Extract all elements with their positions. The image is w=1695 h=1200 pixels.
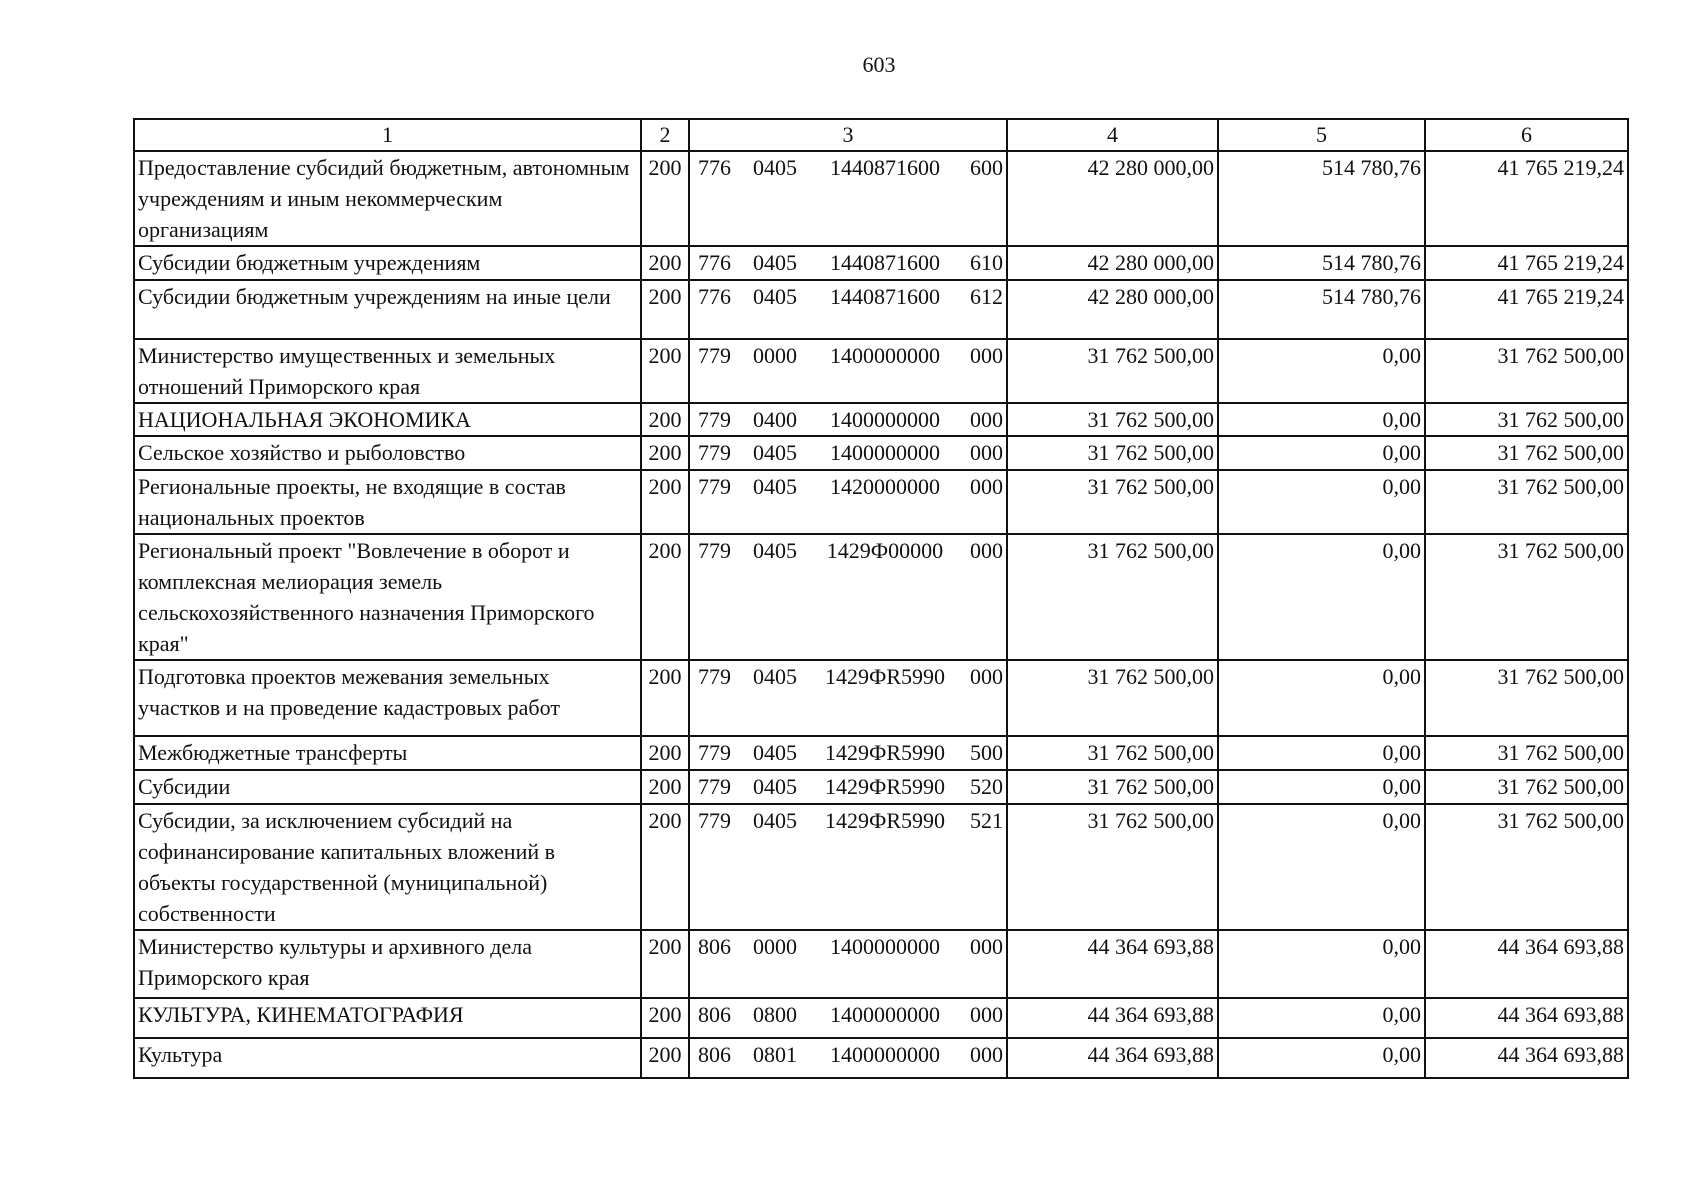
expense-type-code: 000 <box>970 1042 1003 1067</box>
row-executed-cell: 0,00 <box>1218 403 1425 436</box>
row-executed-cell: 0,00 <box>1218 470 1425 534</box>
expense-type-code: 500 <box>970 740 1003 765</box>
target-item-code: 1440871600 <box>830 284 940 309</box>
row-code-cell: 200 <box>641 246 689 280</box>
target-item-code: 1429ФR5990 <box>824 808 946 833</box>
section-code: 0405 <box>753 155 797 180</box>
row-amount-cell: 44 364 693,88 <box>1007 930 1218 998</box>
row-remainder-cell: 31 762 500,00 <box>1425 770 1628 804</box>
department-code: 779 <box>698 538 731 563</box>
row-code-cell: 200 <box>641 280 689 339</box>
target-item-code: 1400000000 <box>830 1002 940 1027</box>
section-code: 0405 <box>753 538 797 563</box>
table-row <box>134 403 1628 436</box>
row-code-cell: 200 <box>641 151 689 246</box>
row-name-cell: Подготовка проектов межевания земельных участков и на проведение кадастровых работ <box>134 660 641 736</box>
classification-codes <box>693 805 1003 836</box>
row-name-cell: Сельское хозяйство и рыболовство <box>134 436 641 470</box>
table-row <box>134 339 1628 403</box>
department-code: 779 <box>698 774 731 799</box>
row-remainder-cell: 41 765 219,24 <box>1425 246 1628 280</box>
row-executed-cell: 514 780,76 <box>1218 280 1425 339</box>
row-executed-cell: 0,00 <box>1218 930 1425 998</box>
table-row <box>134 998 1628 1038</box>
row-executed-cell: 0,00 <box>1218 770 1425 804</box>
row-executed-cell: 0,00 <box>1218 660 1425 736</box>
row-classification-cell <box>689 804 1007 930</box>
row-code-cell: 200 <box>641 804 689 930</box>
row-classification-cell <box>689 403 1007 436</box>
header-cell-3: 3 <box>689 119 1007 151</box>
table-row <box>134 151 1628 246</box>
section-code: 0801 <box>753 1042 797 1067</box>
table-row <box>134 660 1628 736</box>
row-code-cell: 200 <box>641 770 689 804</box>
row-remainder-cell: 31 762 500,00 <box>1425 470 1628 534</box>
row-code-cell: 200 <box>641 403 689 436</box>
row-name-cell: Министерство культуры и архивного дела Приморского края <box>134 930 641 998</box>
table-row <box>134 534 1628 660</box>
row-executed-cell: 0,00 <box>1218 998 1425 1038</box>
row-amount-cell: 31 762 500,00 <box>1007 660 1218 736</box>
row-name-cell: Культура <box>134 1038 641 1078</box>
section-code: 0405 <box>753 774 797 799</box>
row-remainder-cell: 44 364 693,88 <box>1425 1038 1628 1078</box>
expense-type-code: 520 <box>970 774 1003 799</box>
row-remainder-cell: 41 765 219,24 <box>1425 280 1628 339</box>
row-classification-cell <box>689 1038 1007 1078</box>
budget-table <box>133 118 1629 1079</box>
classification-codes <box>693 404 1003 435</box>
classification-codes <box>693 999 1003 1030</box>
header-cell-2: 2 <box>641 119 689 151</box>
row-name-cell: Министерство имущественных и земельных отношений Приморского края <box>134 339 641 403</box>
table-row <box>134 770 1628 804</box>
target-item-code: 1429ФR5990 <box>824 664 946 689</box>
table-row <box>134 930 1628 998</box>
header-row <box>134 119 1628 151</box>
row-amount-cell: 31 762 500,00 <box>1007 339 1218 403</box>
row-amount-cell: 31 762 500,00 <box>1007 436 1218 470</box>
row-classification-cell <box>689 280 1007 339</box>
row-executed-cell: 0,00 <box>1218 436 1425 470</box>
row-name-cell: Межбюджетные трансферты <box>134 736 641 770</box>
department-code: 779 <box>698 474 731 499</box>
target-item-code: 1440871600 <box>830 155 940 180</box>
row-code-cell: 200 <box>641 534 689 660</box>
target-item-code: 1400000000 <box>830 934 940 959</box>
target-item-code: 1440871600 <box>830 250 940 275</box>
row-remainder-cell: 31 762 500,00 <box>1425 436 1628 470</box>
row-amount-cell: 42 280 000,00 <box>1007 246 1218 280</box>
table-row <box>134 436 1628 470</box>
section-code: 0000 <box>753 934 797 959</box>
classification-codes <box>693 247 1003 278</box>
table-row <box>134 1038 1628 1078</box>
target-item-code: 1429ФR5990 <box>824 774 946 799</box>
row-remainder-cell: 31 762 500,00 <box>1425 736 1628 770</box>
row-classification-cell <box>689 339 1007 403</box>
classification-codes <box>693 737 1003 768</box>
expense-type-code: 610 <box>970 250 1003 275</box>
row-executed-cell: 514 780,76 <box>1218 246 1425 280</box>
classification-codes <box>693 152 1003 183</box>
row-executed-cell: 514 780,76 <box>1218 151 1425 246</box>
row-amount-cell: 42 280 000,00 <box>1007 151 1218 246</box>
section-code: 0405 <box>753 250 797 275</box>
row-name-cell: КУЛЬТУРА, КИНЕМАТОГРАФИЯ <box>134 998 641 1038</box>
department-code: 779 <box>698 808 731 833</box>
row-classification-cell <box>689 151 1007 246</box>
expense-type-code: 521 <box>970 808 1003 833</box>
expense-type-code: 000 <box>970 1002 1003 1027</box>
row-name-cell: Предоставление субсидий бюджетным, автономным учреждениям и иным некоммерческим организациям <box>134 151 641 246</box>
row-classification-cell <box>689 534 1007 660</box>
target-item-code: 1429ФR5990 <box>824 740 946 765</box>
classification-codes <box>693 340 1003 371</box>
row-remainder-cell: 44 364 693,88 <box>1425 998 1628 1038</box>
row-code-cell: 200 <box>641 736 689 770</box>
target-item-code: 1400000000 <box>830 440 940 465</box>
expense-type-code: 000 <box>970 407 1003 432</box>
row-name-cell: НАЦИОНАЛЬНАЯ ЭКОНОМИКА <box>134 403 641 436</box>
department-code: 776 <box>698 250 731 275</box>
row-name-cell: Субсидии бюджетным учреждениям <box>134 246 641 280</box>
row-classification-cell <box>689 998 1007 1038</box>
row-classification-cell <box>689 470 1007 534</box>
row-executed-cell: 0,00 <box>1218 804 1425 930</box>
row-amount-cell: 31 762 500,00 <box>1007 736 1218 770</box>
classification-codes <box>693 471 1003 502</box>
row-code-cell: 200 <box>641 436 689 470</box>
row-executed-cell: 0,00 <box>1218 534 1425 660</box>
section-code: 0405 <box>753 664 797 689</box>
section-code: 0405 <box>753 284 797 309</box>
target-item-code: 1429Ф00000 <box>826 538 944 563</box>
row-executed-cell: 0,00 <box>1218 1038 1425 1078</box>
expense-type-code: 000 <box>970 474 1003 499</box>
section-code: 0800 <box>753 1002 797 1027</box>
table-row <box>134 470 1628 534</box>
row-name-cell: Субсидии бюджетным учреждениям на иные цели <box>134 280 641 339</box>
row-name-cell: Региональные проекты, не входящие в состав национальных проектов <box>134 470 641 534</box>
row-remainder-cell: 31 762 500,00 <box>1425 804 1628 930</box>
expense-type-code: 612 <box>970 284 1003 309</box>
target-item-code: 1400000000 <box>830 1042 940 1067</box>
row-name-cell: Субсидии, за исключением субсидий на софинансирование капитальных вложений в объекты государственной (муниципальной) собственности <box>134 804 641 930</box>
target-item-code: 1400000000 <box>830 343 940 368</box>
row-remainder-cell: 31 762 500,00 <box>1425 339 1628 403</box>
row-code-cell: 200 <box>641 998 689 1038</box>
row-classification-cell <box>689 436 1007 470</box>
row-code-cell: 200 <box>641 470 689 534</box>
row-amount-cell: 31 762 500,00 <box>1007 470 1218 534</box>
classification-codes <box>693 535 1003 566</box>
department-code: 779 <box>698 440 731 465</box>
classification-codes <box>693 1039 1003 1070</box>
expense-type-code: 000 <box>970 538 1003 563</box>
header-cell-4: 4 <box>1007 119 1218 151</box>
table-row <box>134 736 1628 770</box>
row-amount-cell: 31 762 500,00 <box>1007 770 1218 804</box>
row-amount-cell: 42 280 000,00 <box>1007 280 1218 339</box>
table-row <box>134 804 1628 930</box>
row-classification-cell <box>689 770 1007 804</box>
row-executed-cell: 0,00 <box>1218 339 1425 403</box>
expense-type-code: 000 <box>970 440 1003 465</box>
department-code: 806 <box>698 1002 731 1027</box>
row-amount-cell: 31 762 500,00 <box>1007 534 1218 660</box>
row-code-cell: 200 <box>641 930 689 998</box>
row-remainder-cell: 31 762 500,00 <box>1425 534 1628 660</box>
classification-codes <box>693 771 1003 802</box>
target-item-code: 1400000000 <box>830 407 940 432</box>
row-amount-cell: 31 762 500,00 <box>1007 403 1218 436</box>
classification-codes <box>693 661 1003 692</box>
row-executed-cell: 0,00 <box>1218 736 1425 770</box>
row-classification-cell <box>689 246 1007 280</box>
row-remainder-cell: 44 364 693,88 <box>1425 930 1628 998</box>
row-classification-cell <box>689 736 1007 770</box>
row-code-cell: 200 <box>641 1038 689 1078</box>
expense-type-code: 000 <box>970 343 1003 368</box>
table-row <box>134 280 1628 339</box>
row-name-cell: Субсидии <box>134 770 641 804</box>
expense-type-code: 000 <box>970 664 1003 689</box>
department-code: 806 <box>698 1042 731 1067</box>
department-code: 779 <box>698 343 731 368</box>
row-code-cell: 200 <box>641 660 689 736</box>
row-remainder-cell: 31 762 500,00 <box>1425 403 1628 436</box>
classification-codes <box>693 437 1003 468</box>
section-code: 0405 <box>753 808 797 833</box>
department-code: 806 <box>698 934 731 959</box>
section-code: 0405 <box>753 740 797 765</box>
row-name-cell: Региональный проект "Вовлечение в оборот и комплексная мелиорация земель сельскохозяйственного назначения Приморского края" <box>134 534 641 660</box>
expense-type-code: 600 <box>970 155 1003 180</box>
expense-type-code: 000 <box>970 934 1003 959</box>
row-code-cell: 200 <box>641 339 689 403</box>
header-cell-6: 6 <box>1425 119 1628 151</box>
target-item-code: 1420000000 <box>830 474 940 499</box>
department-code: 776 <box>698 284 731 309</box>
department-code: 779 <box>698 407 731 432</box>
classification-codes <box>693 281 1003 312</box>
header-cell-1: 1 <box>134 119 641 151</box>
department-code: 779 <box>698 740 731 765</box>
department-code: 779 <box>698 664 731 689</box>
section-code: 0405 <box>753 440 797 465</box>
section-code: 0000 <box>753 343 797 368</box>
row-amount-cell: 31 762 500,00 <box>1007 804 1218 930</box>
row-classification-cell <box>689 930 1007 998</box>
row-classification-cell <box>689 660 1007 736</box>
section-code: 0405 <box>753 474 797 499</box>
department-code: 776 <box>698 155 731 180</box>
section-code: 0400 <box>753 407 797 432</box>
header-cell-5: 5 <box>1218 119 1425 151</box>
table-row <box>134 246 1628 280</box>
page-number: 603 <box>862 52 896 77</box>
row-amount-cell: 44 364 693,88 <box>1007 998 1218 1038</box>
row-amount-cell: 44 364 693,88 <box>1007 1038 1218 1078</box>
classification-codes <box>693 931 1003 962</box>
row-remainder-cell: 31 762 500,00 <box>1425 660 1628 736</box>
row-remainder-cell: 41 765 219,24 <box>1425 151 1628 246</box>
